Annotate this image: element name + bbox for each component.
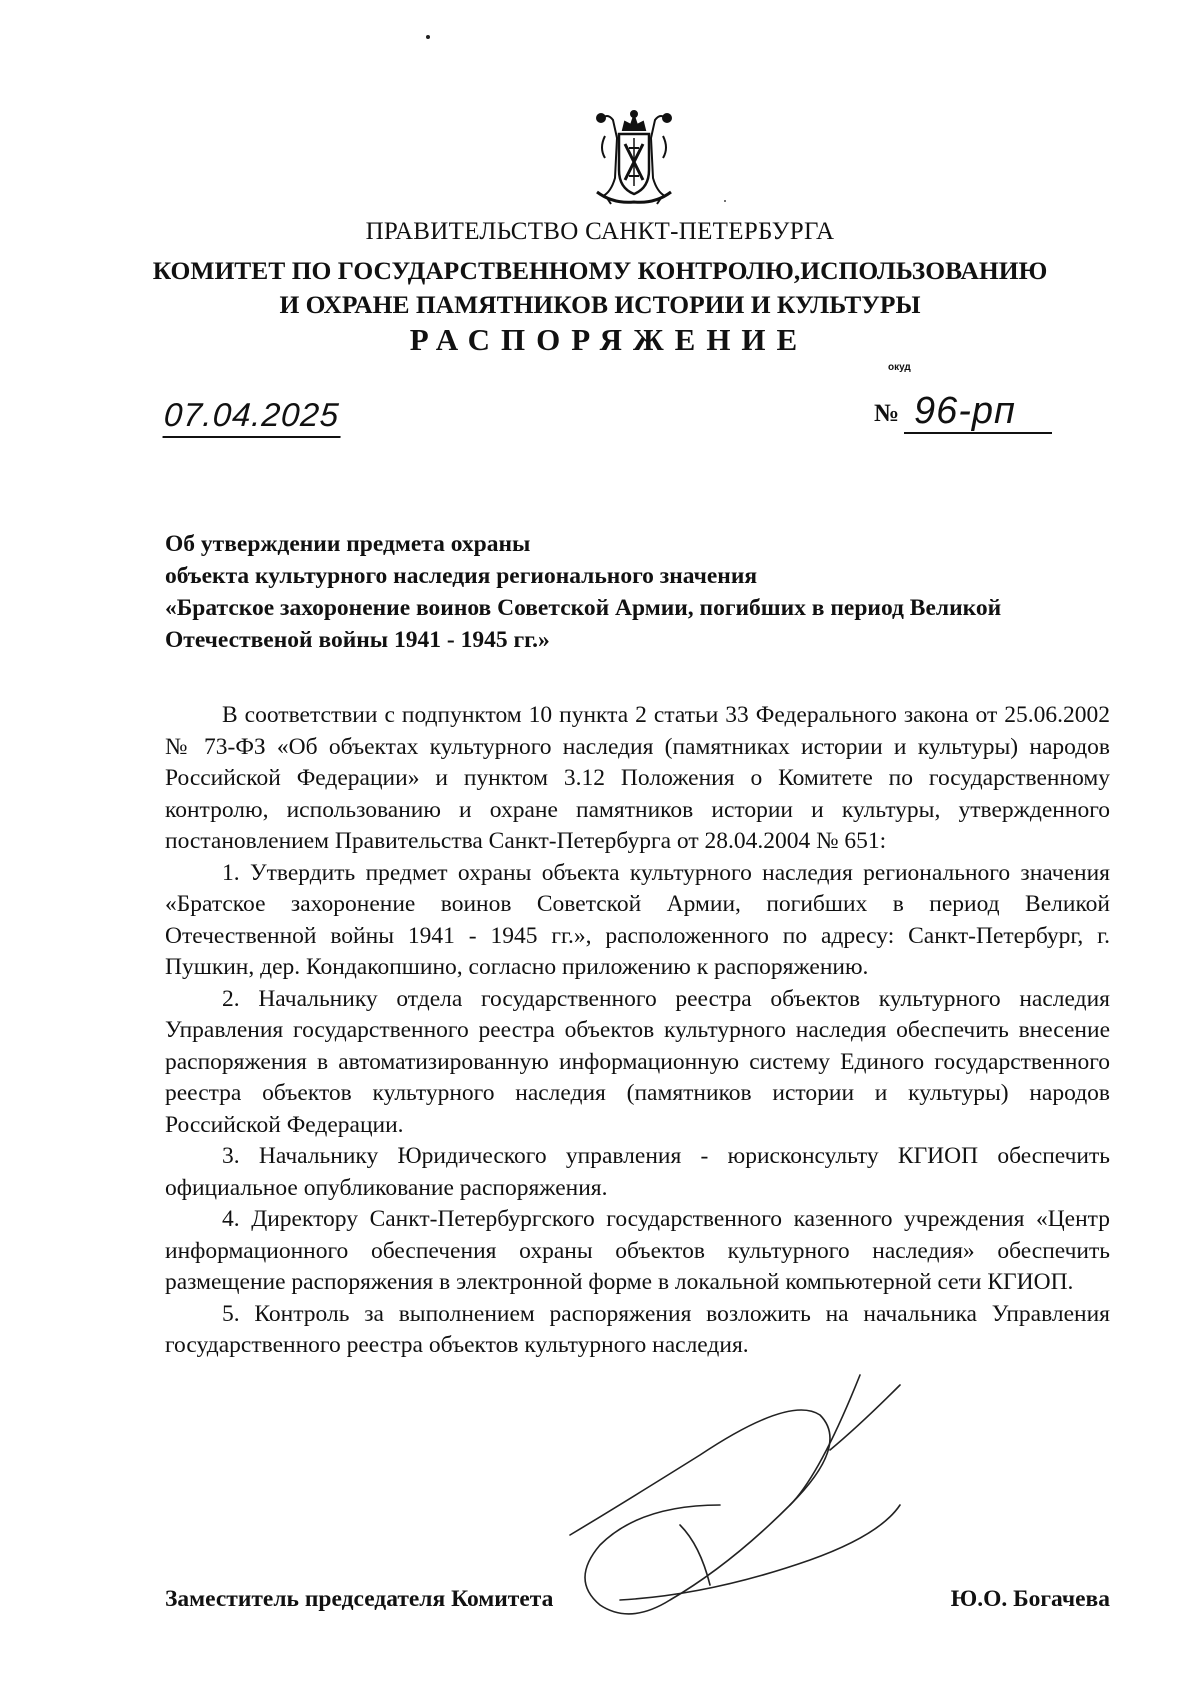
okud-label: окуд <box>888 362 911 373</box>
document-number: 96-рп <box>914 390 1016 432</box>
scan-speck <box>426 35 430 39</box>
number-sign: № <box>874 400 900 427</box>
government-heading: ПРАВИТЕЛЬСТВО САНКТ-ПЕТЕРБУРГА <box>365 218 835 245</box>
signatory-title: Заместитель председателя Комитета <box>165 1586 554 1612</box>
subject-line: Отечественой войны 1941 - 1945 гг.» <box>165 627 550 653</box>
preamble-paragraph: В соответствии с подпунктом 10 пункта 2 статьи 33 Федерального закона от 25.06.2002 № 73-ФЗ «Об объектах культурного наследия (памятниках истории и культуры) народов Российской Федерации» и пунктом 3.12 Положения о Комитете по государственному контролю, использованию и охране памятников истории и культуры, утвержденного постановлением Правительства Санкт-Петербурга от 28.04.2004 № 651: <box>165 702 1110 854</box>
document-date: 07.04.2025 <box>162 394 343 438</box>
subject-line: объекта культурного наследия регионального значения <box>165 563 758 589</box>
order-item-3: 3. Начальнику Юридического управления - юрисконсульту КГИОП обеспечить официальное опубликование распоряжения. <box>165 1143 1110 1201</box>
handwritten-signature <box>560 1355 920 1645</box>
document-type: РАСПОРЯЖЕНИЕ <box>409 322 809 357</box>
document-subject <box>165 528 1065 656</box>
signatory-name: Ю.О. Богачева <box>950 1586 1110 1612</box>
order-item-1: 1. Утвердить предмет охраны объекта культурного наследия регионального значения «Братское захоронение воинов Советской Армии, погибших в период Великой Отечественной войны 1941 - 1945 гг.», расположенного по адресу: Санкт-Петербург, г. Пушкин, дер. Кондакопшино, согласно приложению к распоряжению. <box>165 859 1110 980</box>
subject-line: Об утверждении предмета охраны <box>165 531 531 557</box>
subject-line: «Братское захоронение воинов Советской Армии, погибших в период Великой <box>165 595 1002 621</box>
scan-speck <box>724 200 726 202</box>
order-item-5: 5. Контроль за выполнением распоряжения возложить на начальника Управления государственного реестра объектов культурного наследия. <box>165 1300 1110 1358</box>
committee-heading <box>0 254 1200 322</box>
document-body <box>165 700 1110 1362</box>
committee-line-2: И ОХРАНЕ ПАМЯТНИКОВ ИСТОРИИ И КУЛЬТУРЫ <box>279 290 921 319</box>
order-item-2: 2. Начальнику отдела государственного реестра объектов культурного наследия Управления государственного реестра объектов культурного наследия обеспечить внесение распоряжения в автоматизированную информационную систему Единого государственного реестра объектов культурного наследия (памятников истории и культуры) народов Российской Федерации. <box>165 985 1110 1138</box>
coat-of-arms-icon <box>593 108 675 208</box>
order-item-4: 4. Директору Санкт-Петербургского государственного казенного учреждения «Центр информационного обеспечения охраны объектов культурного наследия» обеспечить размещение распоряжения в электронной форме в локальной компьютерной сети КГИОП. <box>165 1206 1110 1295</box>
committee-line-1: КОМИТЕТ ПО ГОСУДАРСТВЕННОМУ КОНТРОЛЮ,ИСПОЛЬЗОВАНИЮ <box>152 256 1048 285</box>
